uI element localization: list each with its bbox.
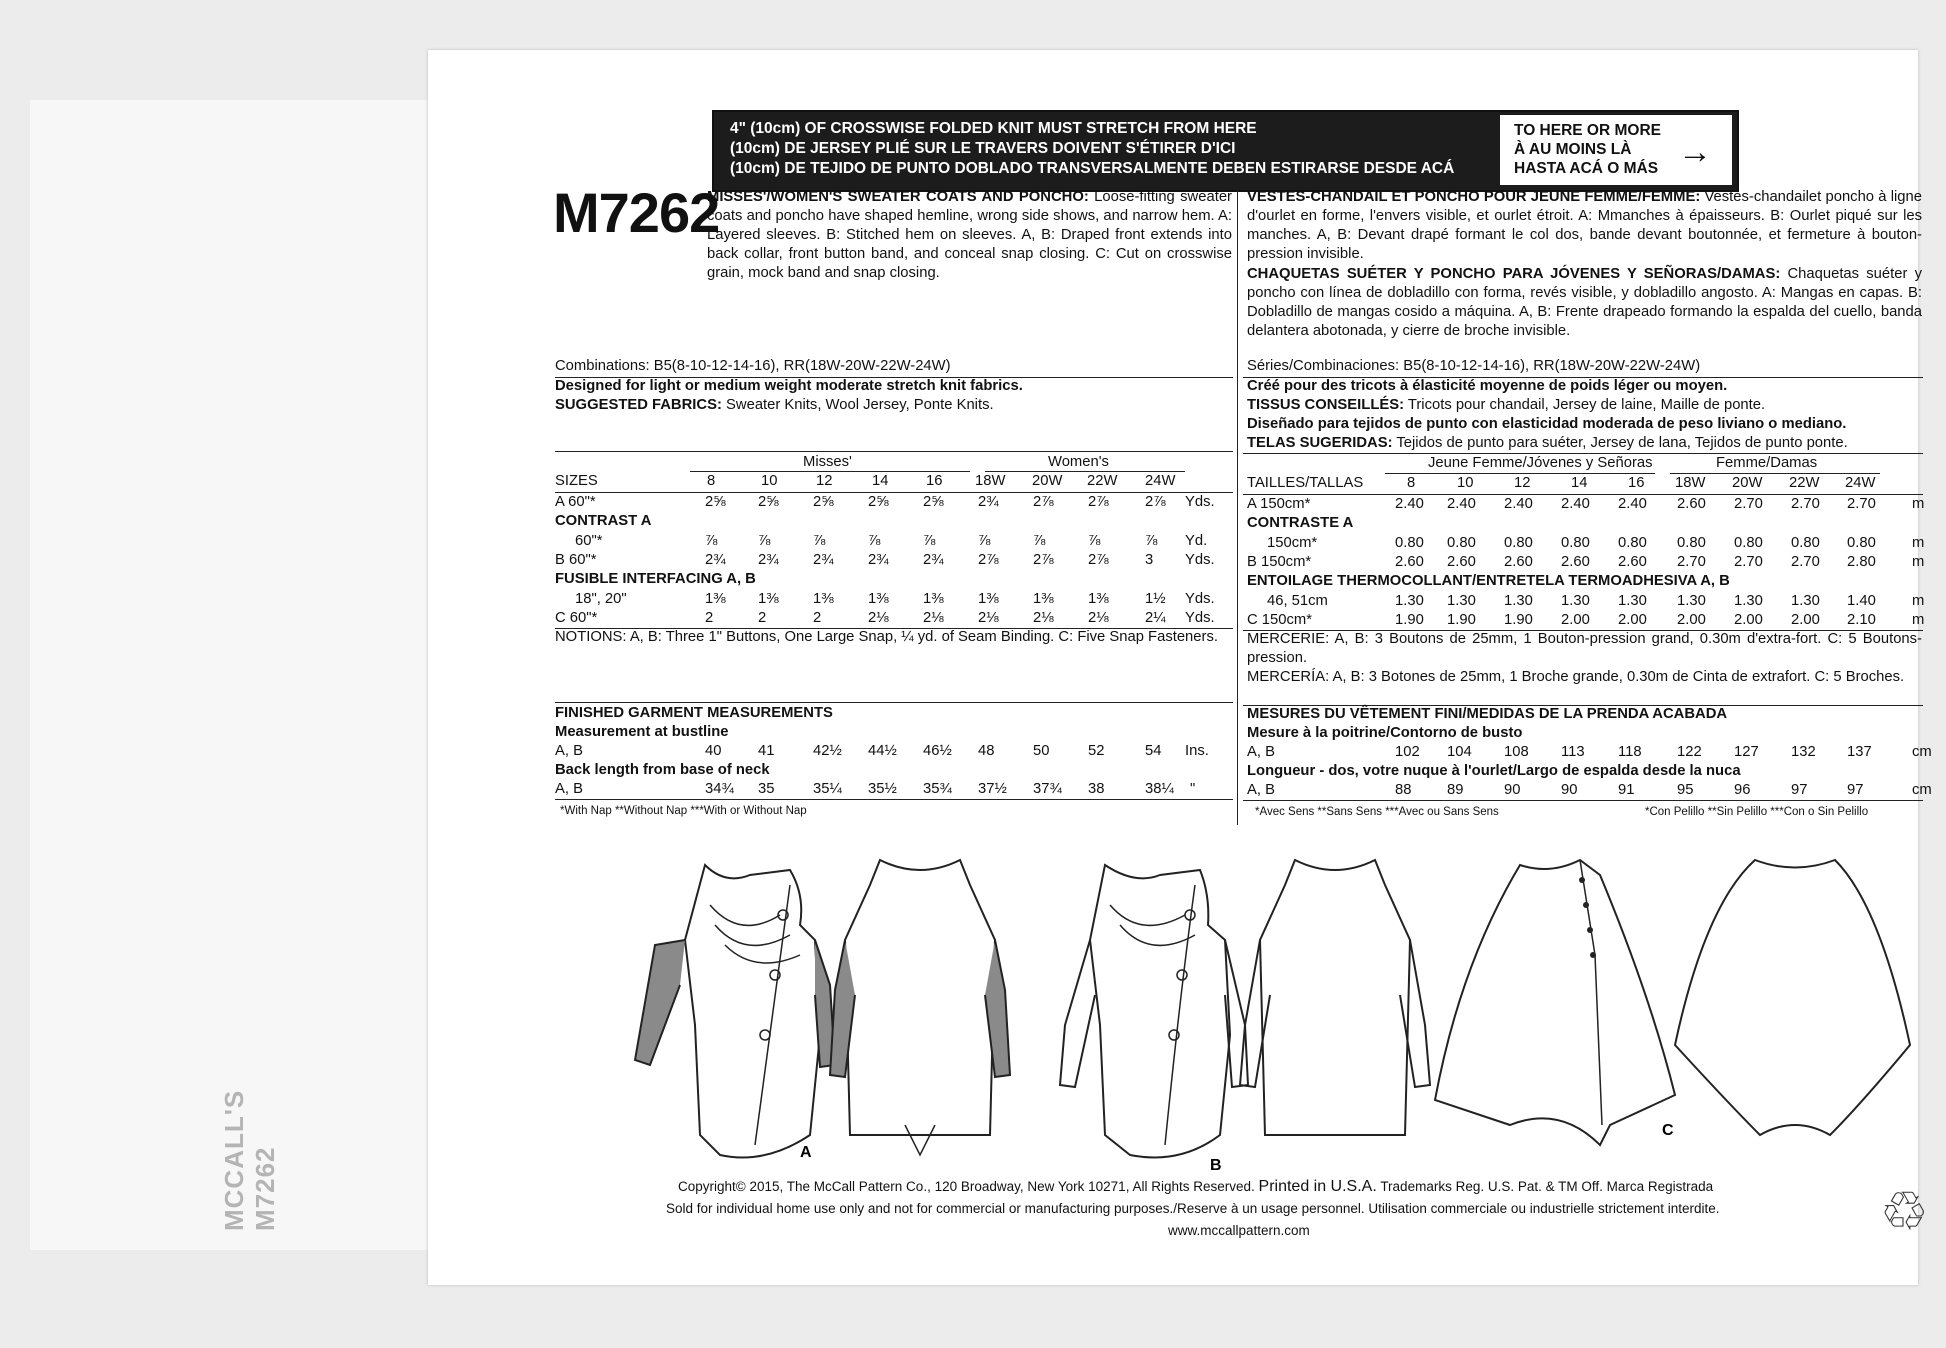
row-label: A 60"* — [555, 494, 596, 510]
table-unit: Yds. — [1185, 494, 1215, 510]
table-cell: 2⅞ — [1088, 551, 1109, 568]
table-cell: 2.40 — [1395, 496, 1424, 512]
table-cell: 2.70 — [1734, 496, 1763, 512]
bust-label-fr: Mesure à la poitrine/Contorno de busto — [1247, 725, 1523, 741]
table-cell: 0.80 — [1618, 534, 1647, 551]
envelope-flap — [30, 100, 432, 1250]
table-cell: 2⅛ — [1033, 609, 1054, 626]
table-unit: Yds. — [1185, 590, 1215, 607]
row-label: ENTOILAGE THERMOCOLLANT/ENTRETELA TERMOADHESIVA A, B — [1247, 573, 1730, 590]
table-cell: 37¾ — [1033, 781, 1062, 797]
table-cell: 2.00 — [1677, 611, 1706, 628]
mercerie-fr: MERCERIE: A, B: 3 Boutons de 25mm, 1 Bouton-pression grand, 0.30m d'extra-fort. C: 5 Boutons-pression. — [1247, 631, 1922, 666]
table-cell: 2.00 — [1791, 611, 1820, 628]
row-label: A, B — [1247, 782, 1275, 798]
table-cell: 2⅞ — [1145, 494, 1166, 510]
designed-for-en: Designed for light or medium weight moderate stretch knit fabrics. — [555, 378, 1023, 394]
description-fr: VESTES-CHANDAIL ET PONCHO POUR JEUNE FEMME/FEMME: Vestes-chandailet poncho à ligne d'ourlet en forme, l'envers visible, et ourlet étroit. A: Mmanches à épaisseurs. B: Ourlet piqué sur les manches. A, B: Devant drapé formant le col dos, bande devant boutonnée, et fermeture à bouton-pression invisible. — [1247, 189, 1922, 262]
table-cell: 2.10 — [1847, 611, 1876, 628]
table-unit: m — [1912, 553, 1925, 570]
designed-for-es: Diseñado para tejidos de punto con elasticidad moderada de peso liviano o mediano. — [1247, 416, 1847, 432]
table-cell: ⅞ — [923, 532, 936, 549]
stretch-line-fr: (10cm) DE JERSEY PLIÉ SUR LE TRAVERS DOIVENT S'ÉTIRER D'ICI — [730, 140, 1236, 157]
table-cell: 1⅜ — [923, 590, 944, 607]
arrow-right-icon: → — [1678, 133, 1712, 171]
table-cell: ⅞ — [813, 532, 826, 549]
table-cell: 2⅛ — [923, 609, 944, 626]
table-cell: 2¾ — [813, 551, 834, 568]
stretch-gauge-banner — [712, 110, 1739, 192]
table-cell: 0.80 — [1395, 534, 1424, 551]
table-cell: 1⅜ — [758, 590, 779, 607]
table-cell: 91 — [1618, 782, 1635, 798]
table-unit: m — [1912, 534, 1925, 551]
view-c-label: C — [1662, 1122, 1674, 1139]
table-unit: Ins. — [1185, 743, 1209, 759]
table-cell: 113 — [1561, 744, 1585, 760]
table-unit: cm — [1912, 782, 1932, 798]
table-cell: ⅞ — [1088, 532, 1101, 549]
table-cell: 0.80 — [1504, 534, 1533, 551]
column-divider — [1237, 190, 1238, 825]
table-cell: 35¼ — [813, 781, 842, 797]
table-cell: 2⅞ — [978, 551, 999, 568]
table-cell: 44½ — [868, 743, 897, 759]
table-cell: 2.00 — [1618, 611, 1647, 628]
group-womens: Women's — [1048, 454, 1109, 470]
table-cell: 1.30 — [1447, 592, 1476, 609]
table-cell: 42½ — [813, 743, 842, 759]
table-cell: 35¾ — [923, 781, 952, 797]
table-cell: 2.80 — [1847, 553, 1876, 570]
table-cell: 2.40 — [1618, 496, 1647, 512]
table-cell: 2.60 — [1677, 496, 1706, 512]
table-cell: 90 — [1504, 782, 1521, 798]
table-cell: 1⅜ — [978, 590, 999, 607]
suggested-fabrics-en: SUGGESTED FABRICS: Sweater Knits, Wool Jersey, Ponte Knits. — [555, 397, 994, 413]
view-c-front-illustration — [1430, 845, 1680, 1165]
back-length-label-en: Back length from base of neck — [555, 762, 770, 778]
table-cell: ⅞ — [705, 532, 718, 549]
nap-note-en: *With Nap **Without Nap ***With or Without Nap — [560, 805, 807, 817]
table-cell: 1.90 — [1504, 611, 1533, 628]
table-cell: 2.60 — [1561, 553, 1590, 570]
view-b-label: B — [1210, 1157, 1222, 1174]
website: www.mccallpattern.com — [1168, 1223, 1310, 1238]
table-cell: 2¾ — [868, 551, 889, 568]
table-cell: 3 — [1145, 551, 1154, 568]
table-cell: 97 — [1847, 782, 1864, 798]
row-label: B 150cm* — [1247, 553, 1312, 570]
target-line-es: HASTA ACÁ O MÁS — [1514, 160, 1659, 177]
suggested-fabrics-fr: TISSUS CONSEILLÉS: Tricots pour chandail, Jersey de laine, Maille de ponte. — [1247, 397, 1766, 413]
table-cell: 2.60 — [1504, 553, 1533, 570]
table-cell: 2⅝ — [868, 494, 889, 510]
table-cell: 0.80 — [1561, 534, 1590, 551]
row-label: 18", 20" — [575, 590, 627, 607]
table-unit: Yds. — [1185, 609, 1215, 626]
table-cell: 2.00 — [1734, 611, 1763, 628]
table-cell: 2⅞ — [1088, 494, 1109, 510]
table-cell: 41 — [758, 743, 775, 759]
target-line-fr: À AU MOINS LÀ — [1514, 141, 1632, 158]
table-cell: 46½ — [923, 743, 952, 759]
table-cell: 2¾ — [705, 551, 726, 568]
table-cell: 108 — [1504, 744, 1529, 760]
table-cell: 95 — [1677, 782, 1694, 798]
row-label: 60"* — [575, 532, 603, 549]
table-cell: ⅞ — [758, 532, 771, 549]
table-cell: 2⅛ — [868, 609, 889, 626]
row-label: FUSIBLE INTERFACING A, B — [555, 571, 756, 588]
table-cell: 2⅞ — [1033, 551, 1054, 568]
table-cell: 2⅞ — [1033, 494, 1054, 510]
table-cell: 2.60 — [1618, 553, 1647, 570]
table-cell: 122 — [1677, 744, 1702, 760]
table-cell: 1.30 — [1791, 592, 1820, 609]
view-b-back-illustration — [1235, 845, 1435, 1175]
table-cell: 2¼ — [1145, 609, 1166, 626]
table-cell: 1.90 — [1447, 611, 1476, 628]
row-label: C 60"* — [555, 609, 598, 626]
table-cell: 2⅝ — [705, 494, 726, 510]
table-cell: 2 — [813, 609, 822, 626]
row-label: A, B — [555, 743, 583, 759]
table-unit: Yds. — [1185, 551, 1215, 568]
table-cell: 2 — [705, 609, 714, 626]
bust-label-en: Measurement at bustline — [555, 724, 729, 740]
table-unit: " — [1190, 781, 1196, 797]
table-cell: 1.90 — [1395, 611, 1424, 628]
recycle-icon: ♲ — [1880, 1182, 1929, 1242]
notions-en: NOTIONS: A, B: Three 1" Buttons, One Large Snap, ¼ yd. of Seam Binding. C: Five Snap Fasteners. — [555, 629, 1218, 645]
table-unit: cm — [1912, 744, 1932, 760]
suggested-fabrics-es: TELAS SUGERIDAS: Tejidos de punto para suéter, Jersey de lana, Tejidos de punto ponte. — [1247, 435, 1848, 451]
table-cell: 1⅜ — [1033, 590, 1054, 607]
fgm-title-en: FINISHED GARMENT MEASUREMENTS — [555, 705, 833, 721]
table-cell: 2¾ — [978, 494, 999, 510]
designed-for-fr: Créé pour des tricots à élasticité moyenne de poids léger ou moyen. — [1247, 378, 1728, 394]
fgm-title-fr: MESURES DU VÊTEMENT FINI/MEDIDAS DE LA PRENDA ACABADA — [1247, 706, 1728, 722]
row-label: B 60"* — [555, 551, 597, 568]
table-cell: 0.80 — [1791, 534, 1820, 551]
table-cell: 2.70 — [1677, 553, 1706, 570]
table-cell: 89 — [1447, 782, 1464, 798]
table-cell: 52 — [1088, 743, 1105, 759]
table-cell: 102 — [1395, 744, 1420, 760]
table-cell: 0.80 — [1734, 534, 1763, 551]
table-cell: 1⅜ — [705, 590, 726, 607]
table-cell: 34¾ — [705, 781, 734, 797]
description-en: MISSES'/WOMEN'S SWEATER COATS AND PONCHO: Loose-fitting sweater coats and poncho have shaped hemline, wrong side shows, and narrow hem. A: Layered sleeves. B: Stitched hem on sleeves. A, B: Draped front extends into back collar, front button band, and conceal snap closing. C: Cut on crosswise grain, mock band and snap closing. — [707, 189, 1232, 281]
table-cell: 2.40 — [1447, 496, 1476, 512]
table-cell: 1.30 — [1734, 592, 1763, 609]
table-cell: ⅞ — [868, 532, 881, 549]
table-cell: 127 — [1734, 744, 1759, 760]
table-cell: 132 — [1791, 744, 1816, 760]
stretch-line-en: 4" (10cm) OF CROSSWISE FOLDED KNIT MUST STRETCH FROM HERE — [730, 120, 1257, 137]
table-cell: 1½ — [1145, 590, 1166, 607]
group-misses: Misses' — [803, 454, 852, 470]
table-unit: m — [1912, 611, 1925, 628]
table-cell: ⅞ — [1033, 532, 1046, 549]
row-label: 46, 51cm — [1267, 592, 1328, 609]
table-cell: 97 — [1791, 782, 1808, 798]
table-cell: 90 — [1561, 782, 1578, 798]
back-length-label-fr: Longueur - dos, votre nuque à l'ourlet/Largo de espalda desde la nuca — [1247, 763, 1741, 779]
table-cell: 104 — [1447, 744, 1472, 760]
table-cell: 38¼ — [1145, 781, 1174, 797]
table-cell: 2.70 — [1847, 496, 1876, 512]
row-label: CONTRAST A — [555, 513, 652, 530]
group-jeune-femme: Jeune Femme/Jóvenes y Señoras — [1428, 455, 1653, 471]
table-cell: 2.60 — [1447, 553, 1476, 570]
table-cell: ⅞ — [978, 532, 991, 549]
pattern-number: M7262 — [553, 181, 720, 244]
table-cell: 2.70 — [1791, 496, 1820, 512]
row-label: CONTRASTE A — [1247, 515, 1354, 532]
table-cell: 2.70 — [1791, 553, 1820, 570]
table-cell: 1.30 — [1677, 592, 1706, 609]
table-cell: 40 — [705, 743, 722, 759]
table-cell: 2.40 — [1561, 496, 1590, 512]
table-cell: 2¾ — [758, 551, 779, 568]
view-c-back-illustration — [1660, 845, 1930, 1165]
row-label: C 150cm* — [1247, 611, 1312, 628]
table-cell: 1.40 — [1847, 592, 1876, 609]
table-cell: 0.80 — [1677, 534, 1706, 551]
merceria-es: MERCERÍA: A, B: 3 Botones de 25mm, 1 Broche grande, 0.30m de Cinta de extrafort. C: 5 Broches. — [1247, 669, 1905, 685]
view-a-label: A — [800, 1144, 812, 1161]
table-cell: 37½ — [978, 781, 1007, 797]
table-cell: 1.30 — [1504, 592, 1533, 609]
table-cell: 96 — [1734, 782, 1751, 798]
table-cell: ⅞ — [1145, 532, 1158, 549]
table-cell: 2⅛ — [1088, 609, 1109, 626]
usage-notice: Sold for individual home use only and not for commercial or manufacturing purposes./Reserve à un usage personnel. Utilisation commerciale ou industrielle strictement interdite. — [666, 1201, 1720, 1216]
table-cell: 1.30 — [1395, 592, 1424, 609]
table-cell: 35½ — [868, 781, 897, 797]
table-cell: 1.30 — [1618, 592, 1647, 609]
table-unit: m — [1912, 592, 1925, 609]
table-cell: 88 — [1395, 782, 1412, 798]
table-cell: 2⅝ — [813, 494, 834, 510]
table-cell: 1⅜ — [868, 590, 889, 607]
table-cell: 0.80 — [1447, 534, 1476, 551]
table-cell: 2⅛ — [978, 609, 999, 626]
flap-bleed-text: MCCALL'S M7262 — [219, 1089, 280, 1231]
table-cell: 2.70 — [1734, 553, 1763, 570]
table-cell: 2⅝ — [758, 494, 779, 510]
copyright-line: Copyright© 2015, The McCall Pattern Co., 120 Broadway, New York 10271, All Rights Reserved. Printed in U.S.A. Trademarks Reg. U.S. Pat. & TM Off. Marca Registrada — [678, 1178, 1714, 1195]
row-label: A, B — [555, 781, 583, 797]
table-cell: 2.00 — [1561, 611, 1590, 628]
group-femme: Femme/Damas — [1716, 455, 1818, 471]
combinations-fr: Séries/Combinaciones: B5(8-10-12-14-16), RR(18W-20W-22W-24W) — [1247, 358, 1701, 374]
table-cell: 1⅜ — [813, 590, 834, 607]
target-line-en: TO HERE OR MORE — [1514, 122, 1661, 139]
table-cell: 118 — [1618, 744, 1642, 760]
stretch-gauge-text — [730, 119, 1454, 179]
row-label: A 150cm* — [1247, 496, 1311, 512]
table-unit: m — [1912, 496, 1925, 512]
description-es: CHAQUETAS SUÉTER Y PONCHO PARA JÓVENES Y SEÑORAS/DAMAS: Chaquetas suéter y poncho con línea de dobladillo con forma, revés visible, y dobladillo angosto. A: Mangas en capas. B: Dobladillo de mangas cosido a máquina. A, B: Frente drapeado formando la espalda del cuello, banda delantera abotonada, y cierre de broche invisible. — [1247, 266, 1922, 339]
nap-note-es: *Con Pelillo **Sin Pelillo ***Con o Sin Pelillo — [1645, 806, 1869, 818]
table-cell: 2¾ — [923, 551, 944, 568]
table-cell: 50 — [1033, 743, 1050, 759]
table-cell: 0.80 — [1847, 534, 1876, 551]
table-cell: 2 — [758, 609, 767, 626]
table-cell: 1.30 — [1561, 592, 1590, 609]
table-cell: 2.60 — [1395, 553, 1424, 570]
table-cell: 1⅜ — [1088, 590, 1109, 607]
table-cell: 35 — [758, 781, 775, 797]
table-unit: Yd. — [1185, 532, 1208, 549]
view-a-back-illustration — [820, 845, 1020, 1175]
stretch-line-es: (10cm) DE TEJIDO DE PUNTO DOBLADO TRANSVERSALMENTE DEBEN ESTIRARSE DESDE ACÁ — [730, 160, 1455, 177]
table-cell: 137 — [1847, 744, 1872, 760]
stretch-target-box — [1500, 115, 1732, 185]
combinations-en: Combinations: B5(8-10-12-14-16), RR(18W-20W-22W-24W) — [555, 358, 951, 374]
row-label: A, B — [1247, 744, 1275, 760]
table-cell: 54 — [1145, 743, 1162, 759]
table-cell: 38 — [1088, 781, 1105, 797]
nap-note-fr: *Avec Sens **Sans Sens ***Avec ou Sans Sens — [1255, 806, 1499, 818]
row-label: 150cm* — [1267, 534, 1318, 551]
table-cell: 48 — [978, 743, 995, 759]
table-cell: 2⅝ — [923, 494, 944, 510]
table-cell: 2.40 — [1504, 496, 1533, 512]
